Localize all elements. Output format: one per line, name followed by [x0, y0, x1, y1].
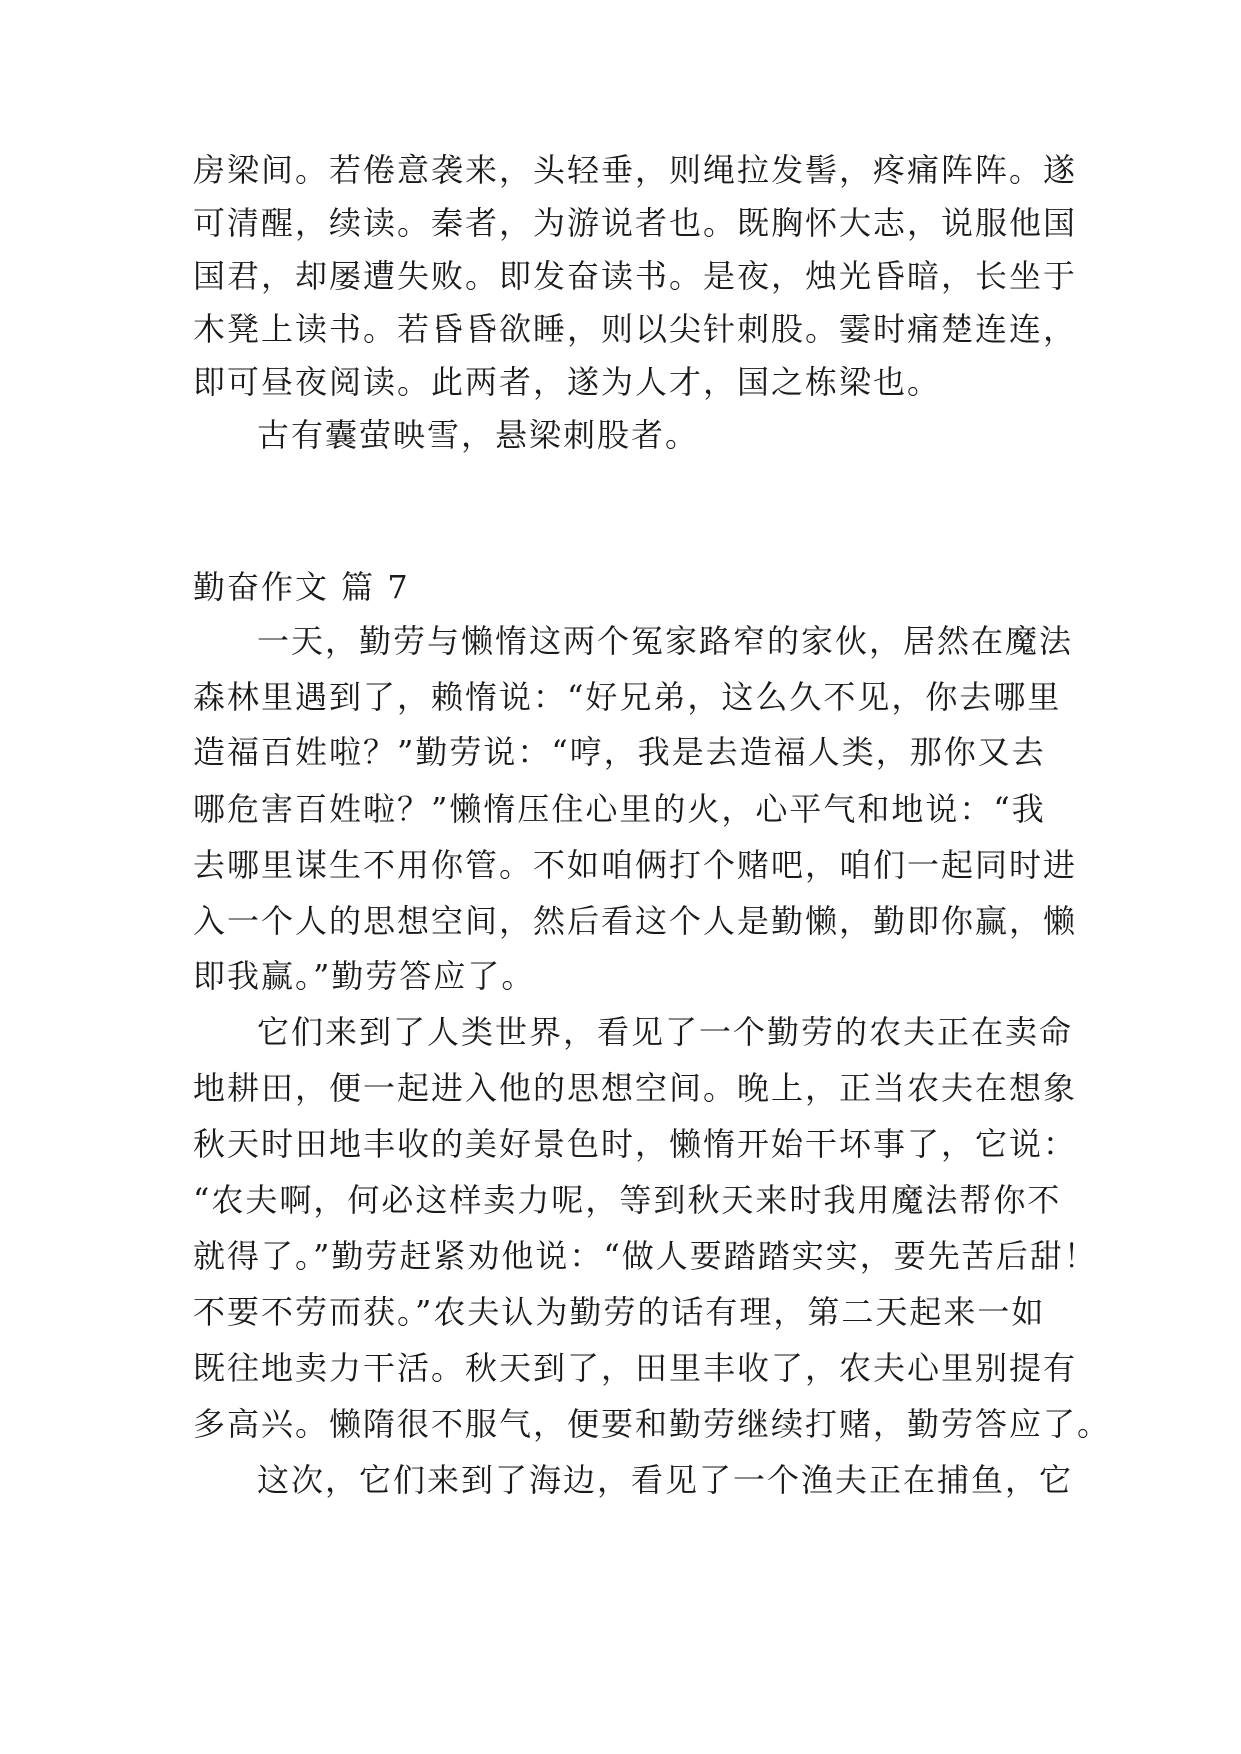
text-line: 森林里遇到了，赖惰说：“好兄弟，这么久不见，你去哪里 [193, 678, 1062, 716]
text-line: 就得了。”勤劳赶紧劝他说：“做人要踏踏实实，要先苦后甜！ [193, 1237, 1098, 1275]
text-line: 可清醒，续读。秦者，为游说者也。既胸怀大志，说服他国 [193, 204, 1078, 242]
text-line: 秋天时田地丰收的美好景色时，懒惰开始干坏事了，它说： [193, 1125, 1078, 1163]
text-line: 一天，勤劳与懒惰这两个冤家路窄的家伙，居然在魔法 [257, 622, 1074, 660]
text-line: 造福百姓啦？”勤劳说：“哼，我是去造福人类，那你又去 [193, 733, 1046, 771]
text-line: 这次，它们来到了海边，看见了一个渔夫正在捕鱼，它 [257, 1461, 1074, 1499]
text-line: 不要不劳而获。”农夫认为勤劳的话有理，第二天起来一如 [193, 1293, 1046, 1331]
text-line: “农夫啊，何必这样卖力呢，等到秋天来时我用魔法帮你不 [193, 1181, 1062, 1219]
text-line: 即我赢。”勤劳答应了。 [193, 957, 536, 995]
text-line: 木凳上读书。若昏昏欲睡，则以尖针刺股。霎时痛楚连连， [193, 310, 1078, 348]
text-line: 去哪里谋生不用你管。不如咱俩打个赌吧，咱们一起同时进 [193, 846, 1078, 884]
text-line: 多高兴。懒隋很不服气，便要和勤劳继续打赌，勤劳答应了。 [193, 1405, 1112, 1443]
text-line: 它们来到了人类世界，看见了一个勤劳的农夫正在卖命 [257, 1013, 1074, 1051]
text-line: 地耕田，便一起进入他的思想空间。晚上，正当农夫在想象 [193, 1069, 1078, 1107]
text-line: 入一个人的思想空间，然后看这个人是勤懒，勤即你赢，懒 [193, 902, 1078, 940]
text-line: 哪危害百姓啦？”懒惰压住心里的火，心平气和地说：“我 [193, 790, 1046, 828]
text-line: 国君，却屡遭失败。即发奋读书。是夜，烛光昏暗，长坐于 [193, 257, 1078, 295]
text-line: 即可昼夜阅读。此两者，遂为人才，国之栋梁也。 [193, 363, 942, 401]
text-line: 既往地卖力干活。秋天到了，田里丰收了，农夫心里别提有 [193, 1349, 1078, 1387]
section-heading: 勤奋作文 篇 7 [193, 568, 410, 606]
closing-line: 古有囊萤映雪，悬梁刺股者。 [257, 416, 700, 454]
text-line: 房梁间。若倦意袭来，头轻垂，则绳拉发髻，疼痛阵阵。遂 [193, 151, 1078, 189]
